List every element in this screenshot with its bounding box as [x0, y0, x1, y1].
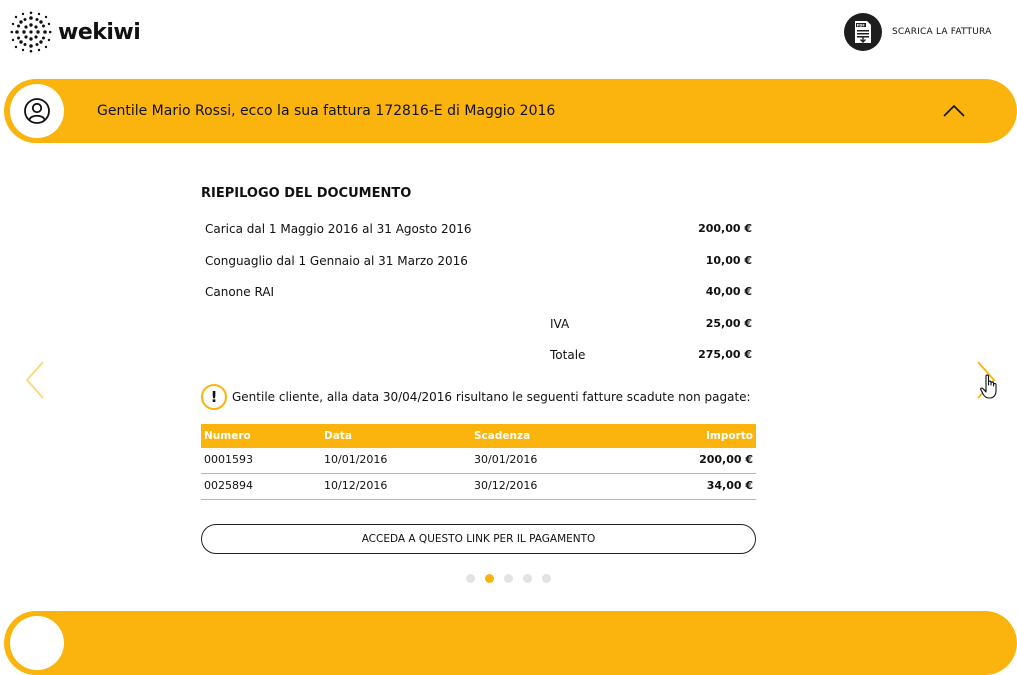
iva-label: IVA: [550, 317, 570, 331]
cell-scadenza: 30/12/2016: [474, 479, 538, 492]
column-header-data: Data: [324, 430, 352, 442]
user-icon: [10, 616, 64, 670]
summary-row-amount: 40,00 €: [705, 285, 752, 298]
chevron-up-icon[interactable]: [942, 101, 966, 121]
cell-scadenza: 30/01/2016: [474, 453, 538, 466]
cell-numero: 0025894: [204, 479, 253, 492]
brand-name: wekiwi: [58, 19, 141, 45]
wekiwi-logo-icon: [10, 11, 52, 53]
summary-title: RIEPILOGO DEL DOCUMENTO: [201, 186, 412, 201]
column-header-scadenza: Scadenza: [474, 430, 531, 442]
next-invoice-banner: [4, 611, 1017, 675]
hand-cursor-icon: [980, 374, 1000, 400]
cell-data: 10/12/2016: [324, 479, 388, 492]
total-label: Totale: [550, 348, 586, 362]
brand-logo[interactable]: [10, 11, 140, 53]
summary-row: [205, 285, 755, 305]
summary-row: [205, 222, 755, 242]
download-invoice-label: SCARICA LA FATTURA: [892, 27, 992, 37]
summary-row-label: Canone RAI: [205, 285, 275, 299]
carousel-dot[interactable]: [542, 574, 551, 583]
table-row: [201, 448, 756, 474]
pdf-document-icon: [844, 13, 882, 51]
cell-importo: 200,00 €: [699, 453, 753, 466]
summary-row-label: Carica dal 1 Maggio 2016 al 31 Agosto 2016: [205, 222, 472, 236]
column-header-importo: Importo: [706, 430, 753, 442]
pdf-badge-text: PDF: [856, 23, 865, 28]
unpaid-notice: [201, 384, 751, 410]
invoice-banner: [4, 79, 1017, 143]
table-row: [201, 474, 756, 500]
summary-row-amount: 10,00 €: [705, 254, 752, 267]
summary-row-amount: 200,00 €: [698, 222, 752, 235]
summary-row: [205, 254, 755, 274]
cell-data: 10/01/2016: [324, 453, 388, 466]
total-amount: 275,00 €: [698, 348, 752, 361]
payment-link-button[interactable]: ACCEDA A QUESTO LINK PER IL PAGAMENTO: [201, 524, 756, 554]
user-icon: [10, 84, 64, 138]
carousel-pagination: [466, 574, 551, 583]
notice-text: Gentile cliente, alla data 30/04/2016 risultano le seguenti fatture scadute non pagate:: [232, 390, 751, 404]
cell-importo: 34,00 €: [706, 479, 753, 492]
carousel-dot[interactable]: [504, 574, 513, 583]
summary-row-label: Conguaglio dal 1 Gennaio al 31 Marzo 2016: [205, 254, 468, 268]
total-row: [205, 348, 755, 368]
download-invoice-button[interactable]: [844, 13, 991, 51]
unpaid-invoices-table: [201, 424, 756, 500]
table-header: [201, 424, 756, 448]
cell-numero: 0001593: [204, 453, 253, 466]
carousel-dot[interactable]: [523, 574, 532, 583]
banner-message: Gentile Mario Rossi, ecco la sua fattura 172816-E di Maggio 2016: [97, 103, 556, 119]
exclamation-icon: !: [201, 384, 227, 410]
iva-amount: 25,00 €: [705, 317, 752, 330]
iva-row: [205, 317, 755, 337]
column-header-numero: Numero: [204, 430, 251, 442]
chevron-left-icon[interactable]: [24, 360, 46, 400]
carousel-dot-active[interactable]: [485, 574, 494, 583]
carousel-dot[interactable]: [466, 574, 475, 583]
